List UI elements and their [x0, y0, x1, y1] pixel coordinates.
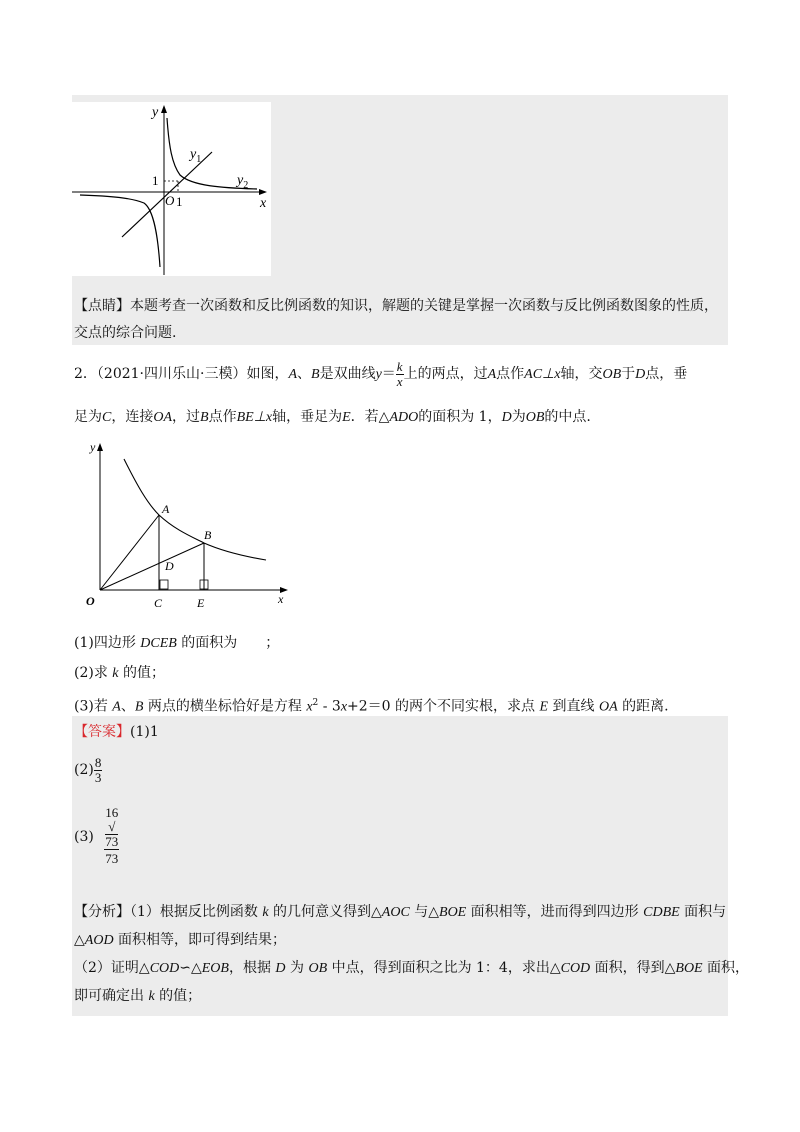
analysis-text: 即可确定出: [74, 988, 149, 1004]
answer-line-3: [74, 805, 119, 866]
analysis-line-3: [74, 958, 749, 979]
answer-line-2: [74, 748, 102, 792]
analysis-text: （2）证明△: [74, 960, 150, 976]
analysis-text: 面积与: [679, 904, 727, 920]
analysis-text: 的几何意义得到△: [268, 904, 382, 920]
q2-var: E: [342, 410, 351, 425]
dianjing-text-2: 交点的综合问题.: [74, 325, 177, 341]
analysis-text: ∽△: [179, 960, 202, 976]
q2-var: A: [487, 367, 497, 382]
fig2-x-label: x: [278, 592, 284, 606]
q2-text: 上的两点，过: [403, 366, 488, 382]
analysis-var: BOE: [675, 961, 703, 976]
q2-var: B: [311, 367, 320, 382]
q2-var: ADO: [389, 410, 419, 425]
fig1-x-label: x: [260, 196, 267, 211]
q2-var: B: [200, 410, 209, 425]
analysis-line-4: [74, 986, 201, 1007]
q2-var: y: [375, 367, 382, 382]
analysis-text: 与△: [409, 904, 440, 920]
q2-var: ⊥x: [542, 367, 561, 382]
q2-text: 轴，交: [560, 366, 603, 382]
q2-var: A: [288, 367, 298, 382]
q2-text: ．若△: [350, 409, 390, 425]
numerator-coefficient: 16: [105, 805, 119, 820]
q2-text: 的面积为 1，: [418, 409, 502, 425]
q2-var: OB: [525, 410, 545, 425]
part-text: - 3: [318, 698, 341, 715]
fig2-y-label: y: [90, 440, 96, 454]
analysis-tag: 【分析】: [74, 904, 130, 920]
q2-text: 于: [621, 366, 636, 382]
part-var: A: [112, 699, 121, 715]
analysis-text: （1）根据反比例函数: [130, 904, 263, 920]
analysis-var: OB: [308, 961, 328, 976]
part-var: k: [112, 666, 119, 681]
q2-text: 轴，垂足为: [272, 409, 343, 425]
fig1-y-label: y: [152, 105, 159, 120]
part-text: 的距离.: [617, 698, 669, 715]
part-var: OA: [598, 699, 618, 715]
q2-var: D: [635, 367, 646, 382]
figure-2-graph: [82, 437, 296, 613]
part-2: [74, 663, 165, 684]
analysis-text: 面积相等，即可得到结果；: [113, 932, 287, 948]
analysis-var: AOD: [84, 933, 114, 948]
q2-text: 点，垂: [645, 366, 688, 382]
answer-3-fraction: [104, 806, 119, 868]
figure-1-graph: [72, 102, 271, 276]
analysis-var: COD: [560, 961, 591, 976]
fig1-tick-y: 1: [152, 173, 159, 188]
fig2-point-D: D: [165, 559, 174, 573]
analysis-text: 面积相等，进而得到四边形: [466, 904, 644, 920]
part-3: [74, 693, 669, 718]
q2-text: 的中点.: [544, 409, 591, 425]
dianjing-tag: 【点睛】: [74, 298, 130, 314]
analysis-text: △: [74, 932, 85, 948]
q2-var: ⊥x: [253, 410, 273, 425]
fraction-numerator: 8: [94, 754, 102, 770]
fig1-tick-x: 1: [176, 194, 183, 209]
part-var: x: [340, 699, 348, 715]
q2-var: OA: [153, 410, 173, 425]
part-text: 的面积为 ；: [176, 635, 280, 651]
analysis-var: BOE: [439, 905, 467, 920]
analysis-var: AOC: [381, 905, 410, 920]
analysis-var: CDBE: [643, 905, 680, 920]
part-text: 的值；: [118, 665, 165, 681]
part-text: 到直线: [548, 698, 599, 715]
analysis-var: k: [262, 905, 269, 920]
q2-text: 足为: [74, 409, 102, 425]
q2-text: ，连接: [111, 409, 154, 425]
fig1-y1-label: $y_1$: [190, 147, 202, 165]
analysis-text: 的值；: [154, 988, 202, 1004]
part-text: (1)四边形: [74, 635, 141, 651]
q2-text: 点作: [496, 366, 525, 382]
part-var: x: [306, 699, 313, 715]
part-var: DCEB: [140, 636, 177, 651]
fraction-numerator: [104, 806, 119, 850]
q2-text: ，过: [172, 409, 201, 425]
analysis-var: D: [275, 961, 286, 976]
sqrt-icon: √: [108, 819, 116, 834]
fraction-denominator: x: [396, 373, 403, 389]
part-text: (3)若: [74, 698, 113, 715]
radicand: 73: [105, 834, 119, 849]
fig1-y2-label: $y_2$: [237, 173, 249, 191]
question-2-line-2: [74, 407, 591, 428]
q2-var: OB: [602, 367, 622, 382]
part-text: (2)求: [74, 665, 113, 681]
dianjing-text-1: 本题考查一次函数和反比例函数的知识，解题的关键是掌握一次函数与反比例函数图象的性质，: [130, 298, 718, 314]
analysis-text: 中点，得到面积之比为 1：4，求出△: [327, 960, 561, 976]
hyperbola-fraction: [396, 360, 404, 389]
q2-text: ＝: [381, 366, 396, 382]
analysis-text: ，根据: [228, 960, 276, 976]
part-var: B: [134, 699, 144, 715]
part-1: [74, 633, 279, 654]
analysis-var: k: [148, 989, 155, 1004]
fig2-point-C: C: [154, 596, 163, 610]
fraction-numerator: k: [396, 358, 403, 374]
q2-text: 如图，: [246, 366, 289, 382]
part-text: +2＝0 的两个不同实根，求点: [347, 698, 540, 715]
q2-var: BE: [236, 410, 254, 425]
analysis-var: EOB: [201, 961, 229, 976]
answer-line-1: [74, 722, 159, 742]
answer-2-label: (2): [74, 762, 94, 778]
question-number: 2．: [74, 366, 97, 382]
q2-var: D: [501, 410, 512, 425]
analysis-line-2: [74, 930, 286, 951]
fig1-origin-label: O: [165, 193, 175, 208]
q2-text: 为: [511, 409, 526, 425]
fig2-point-E: E: [197, 596, 205, 610]
fraction-denominator: 3: [94, 769, 102, 785]
dianjing-line-1: [74, 296, 718, 316]
question-2-line-1: [74, 357, 687, 392]
part-text: 、: [120, 698, 135, 715]
q2-text: 是双曲线: [319, 366, 376, 382]
fraction-denominator: 73: [105, 851, 119, 866]
analysis-text: 面积，得到△: [590, 960, 676, 976]
part-superscript: 2: [312, 698, 319, 708]
part-var: E: [539, 699, 549, 715]
answer-2-fraction: [94, 756, 103, 785]
q2-var: AC: [524, 367, 543, 382]
question-source: （2021·四川乐山·三模）: [96, 366, 247, 382]
answer-3-label: (3): [74, 829, 94, 845]
q2-var: C: [102, 410, 112, 425]
q2-text: 点作: [208, 409, 237, 425]
dianjing-line-2: [74, 323, 176, 343]
analysis-text: 面积，: [702, 960, 750, 976]
fig2-point-O: O: [86, 594, 95, 608]
fig2-point-B: B: [204, 528, 212, 542]
answer-1: (1)1: [130, 724, 159, 740]
analysis-text: 为: [285, 960, 309, 976]
answer-tag: 【答案】: [74, 724, 130, 740]
part-text: 两点的横坐标恰好是方程: [143, 698, 307, 715]
analysis-line-1: [74, 902, 726, 923]
analysis-var: COD: [149, 961, 180, 976]
fig2-point-A: A: [162, 502, 170, 516]
q2-text: 、: [297, 366, 312, 382]
